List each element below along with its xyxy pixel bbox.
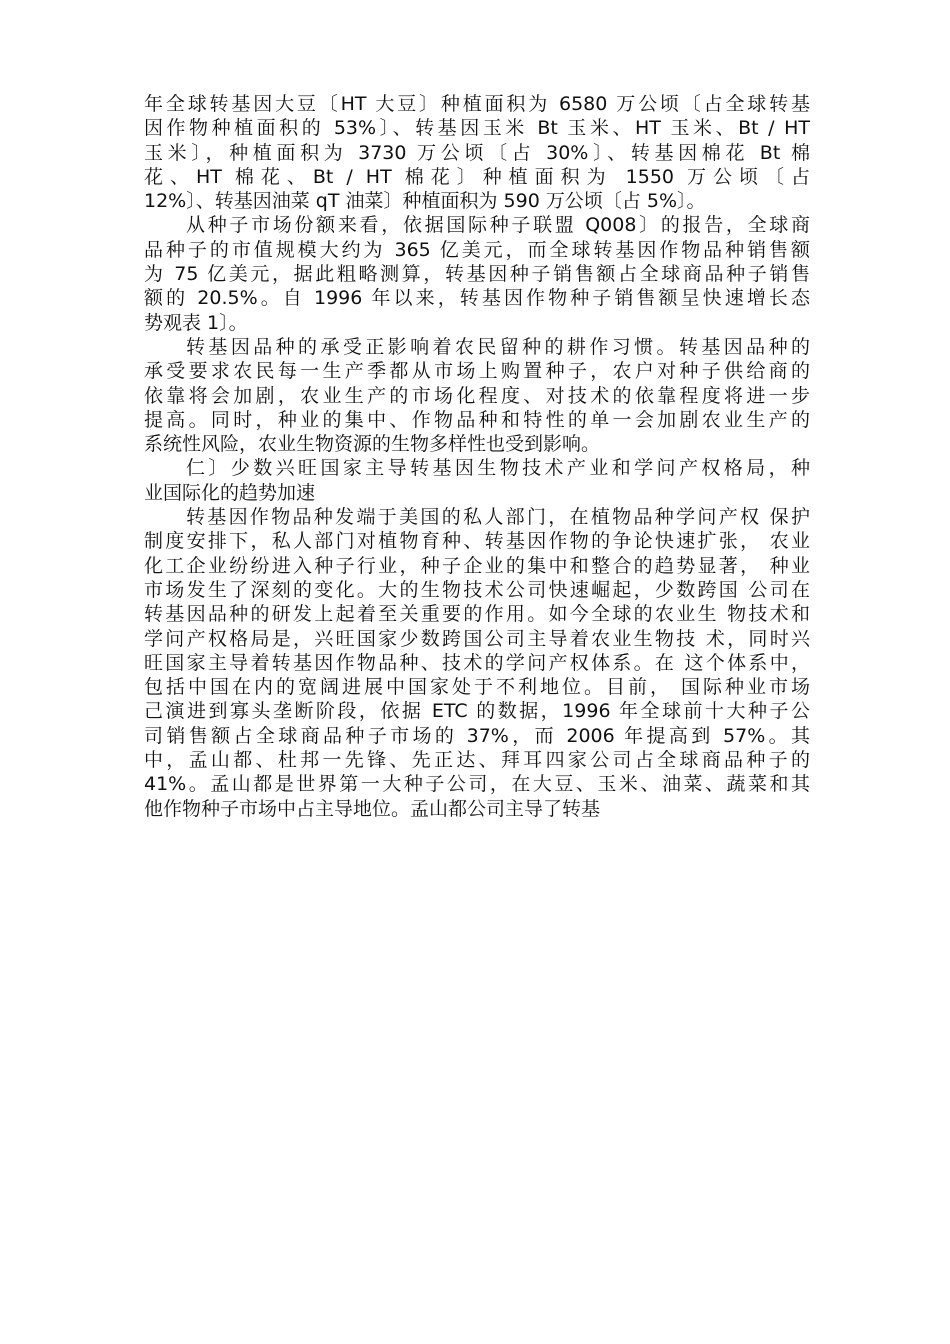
text-line: 玉米〕，种植面积为 3730 万公顷〔占 30%〕、转基因棉花 Bt 棉 — [144, 141, 810, 164]
text-line: 转基因品种的承受正影响着农民留种的耕作习惯。转基因品种的 — [186, 335, 810, 358]
text-line: 中，孟山都、杜邦一先锋、先正达、拜耳四家公司占全球商品种子的 — [144, 749, 810, 772]
text-line: 势观表 1〕。 — [144, 311, 248, 334]
document-body — [144, 92, 810, 821]
text-line: 年全球转基因大豆〔HT 大豆〕种植面积为 6580 万公顷〔占全球转基 — [144, 93, 810, 115]
text-line: 学问产权格局是，兴旺国家少数跨国公司主导着农业生物技 术，同时兴 — [144, 627, 810, 650]
text-line: 从种子市场份额来看，依据国际种子联盟 Q008〕的报告，全球商 — [186, 214, 810, 237]
text-line: 依靠将会加剧，农业生产的市场化程度、对技术的依靠程度将进一步 — [144, 384, 810, 407]
section-heading-line: 仁〕少数兴旺国家主导转基因生物技术产业和学问产权格局，种 — [186, 457, 810, 480]
section-heading-line: 业国际化的趋势加速 — [144, 481, 316, 504]
text-line: 花、HT 棉花、Bt / HT 棉花〕种植面积为 1550 万公顷〔占 — [144, 165, 810, 188]
text-line: 制度安排下，私人部门对植物育种、转基因作物的争论快速扩张， 农业 — [144, 530, 810, 553]
text-line: 包括中国在内的宽阔进展中国家处于不利地位。目前， 国际种业市场 — [144, 676, 810, 699]
text-line: 品种子的市值规模大约为 365 亿美元，而全球转基因作物品种销售额 — [144, 238, 810, 261]
text-line: 司销售额占全球商品种子市场的 37%，而 2006 年提高到 57%。其 — [144, 724, 810, 747]
text-line: 己演进到寡头垄断阶段，依据 ETC 的数据，1996 年全球前十大种子公 — [144, 700, 810, 723]
text-line: 旺国家主导着转基因作物品种、技术的学问产权体系。在 这个体系中， — [144, 651, 810, 674]
text-line: 41%。孟山都是世界第一大种子公司，在大豆、玉米、油菜、蔬菜和其 — [144, 773, 810, 796]
text-line: 提高。同时，种业的集中、作物品种和特性的单一会加剧农业生产的 — [144, 408, 810, 431]
text-line: 转基因作物品种发端于美国的私人部门，在植物品种学问产权 保护 — [186, 506, 810, 529]
text-line: 他作物种子市场中占主导地位。孟山都公司主导了转基 — [144, 797, 601, 820]
text-line: 12%〕、转基因油菜 qT 油菜〕种植面积为 590 万公顷〔占 5%〕。 — [144, 190, 706, 213]
text-line: 承受要求农民每一生产季都从市场上购置种子，农户对种子供给商的 — [144, 360, 810, 383]
text-line: 转基因品种的研发上起着至关重要的作用。如今全球的农业生 物技术和 — [144, 603, 810, 626]
text-line: 化工企业纷纷进入种子行业，种子企业的集中和整合的趋势显著， 种业 — [144, 554, 810, 577]
text-line: 因作物种植面积的 53%〕、转基因玉米 Bt 玉米、HT 玉米、Bt / HT — [144, 117, 810, 140]
text-line: 系统性风险，农业生物资源的生物多样性也受到影响。 — [144, 433, 601, 456]
text-line: 额的 20.5%。自 1996 年以来，转基因作物种子销售额呈快速增长态 — [144, 287, 810, 310]
text-line: 为 75 亿美元，据此粗略测算，转基因种子销售额占全球商品种子销售 — [144, 263, 810, 286]
text-line: 市场发生了深刻的变化。大的生物技术公司快速崛起，少数跨国 公司在 — [144, 578, 810, 601]
